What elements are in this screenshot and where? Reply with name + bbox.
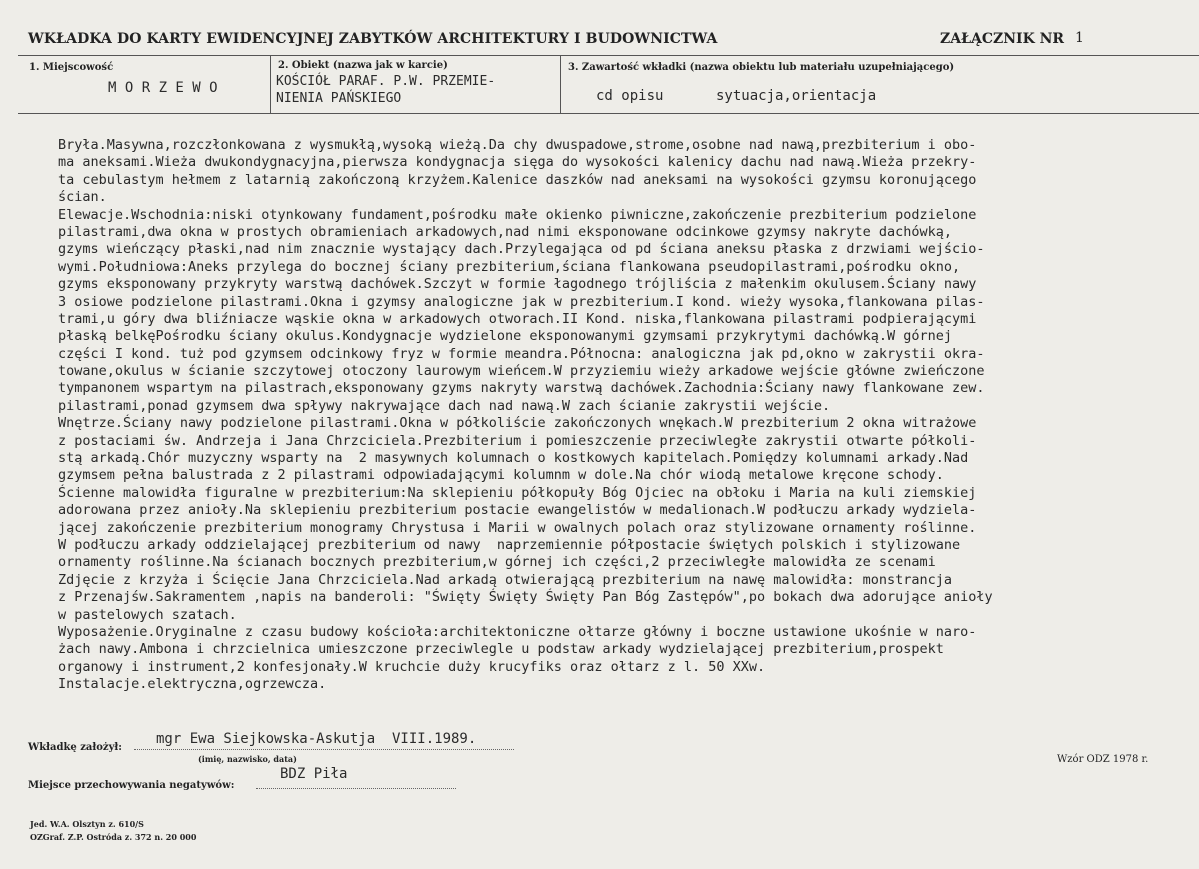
storage-value: BDZ Piła xyxy=(280,766,348,782)
field-object-value-line2: NIENIA PAŃSKIEGO xyxy=(276,91,402,106)
form-title: WKŁADKA DO KARTY EWIDENCYJNEJ ZABYTKÓW ARCHITEKTURY I BUDOWNICTWA xyxy=(28,31,718,47)
body-line: tympanonem wspartym na pilastrach,eksponowany gzyms nakryty warstwą dachówek.Zachodnia:Ściany nawy flankowane zew. xyxy=(58,380,985,397)
body-line: gzyms wieńczący płaski,nad nim znacznie wystający dach.Przylegająca od pd ściana aneksu płaska z drzwiami wejścio- xyxy=(58,241,985,258)
print-info-line2: OZGraf. Z.P. Ostróda z. 372 n. 20 000 xyxy=(30,832,197,842)
author-dotted-line xyxy=(134,749,514,750)
field-locality-label: 1. Miejscowość xyxy=(29,62,114,73)
field-contents-label: 3. Zawartość wkładki (nazwa obiektu lub materiału uzupełniającego) xyxy=(568,62,955,73)
field-object-label: 2. Obiekt (nazwa jak w karcie) xyxy=(278,60,448,71)
body-line: Ścienne malowidła figuralne w prezbiterium:Na sklepieniu półkopuły Bóg Ojciec na obłoku i Maria na kuli ziemskiej xyxy=(58,484,977,501)
field-contents-value-b: sytuacja,orientacja xyxy=(716,88,877,104)
body-line: ta cebulastym hełmem z latarnią zakończoną krzyżem.Kalenice daszków nad aneksami na wysokości gzymsu koronującego xyxy=(58,171,977,188)
description-body xyxy=(58,137,993,694)
body-line: ornamenty roślinne.Na ścianach bocznych prezbiterium,w górnej ich części,2 przeciwległe malowidła ze scenami xyxy=(58,554,936,571)
body-line: z postaciami św. Andrzeja i Jana Chrzciciela.Prezbiterium i pomieszczenie przeciwległe zakrystii otwarte półkoli- xyxy=(58,432,977,449)
body-line: Elewacje.Wschodnia:niski otynkowany fundament,pośrodku małe okienko piwniczne,zakończenie prezbiterium podzielone xyxy=(58,206,977,223)
body-line: ma aneksami.Wieża dwukondygnacyjna,pierwsza kondygnacja sięga do wysokości kalenicy dachu nad nawą.Wieża przekry- xyxy=(58,154,977,171)
field-object-value-line1: KOŚCIÓŁ PARAF. P.W. PRZEMIE- xyxy=(276,74,496,89)
body-line: płaską belkęPośrodku ściany okulus.Kondygnacje wydzielone eksponowanymi gzymsami przykrytymi dachówką.W górnej xyxy=(58,328,953,345)
body-line: wymi.Południowa:Aneks przylega do bocznej ściany prezbiterium,ściana flankowana pseudopilastrami,pośrodku okno, xyxy=(58,258,961,275)
field-locality-value: M O R Z E W O xyxy=(108,80,218,96)
body-line: pilastrami,dwa okna w prostych obramieniach arkadowych,nad nimi eksponowane odcinkowe gzymsy nakryte dachówką, xyxy=(58,223,953,240)
body-line: adorowana przez anioły.Na sklepieniu prezbiterium postacie ewangelistów w medalionach.W podłuczu arkady wydziela- xyxy=(58,502,977,519)
body-line: trami,u góry dwa bliźniacze wąskie okna w arkadowych otworach.II Kond. niska,flankowana pilastrami podpierającymi xyxy=(58,310,977,327)
author-sub-label: (imię, nazwisko, data) xyxy=(198,754,297,764)
form-model-label: Wzór ODZ 1978 r. xyxy=(1057,754,1149,765)
print-info-line1: Jed. W.A. Olsztyn z. 610/S xyxy=(30,819,144,829)
author-label: Wkładkę założył: xyxy=(28,742,122,753)
storage-label: Miejsce przechowywania negatywów: xyxy=(28,780,235,791)
body-line: W podłuczu arkady oddzielającej prezbiterium od nawy naprzemiennie półpostacie świętych polskich i stylizowane xyxy=(58,536,961,553)
body-line: pilastrami,ponad gzymsem dwa spływy nakrywające dach nad nawą.W zach ścianie zakrystii wejście. xyxy=(58,397,831,414)
divider-fields-bottom xyxy=(18,113,1199,114)
divider-col1 xyxy=(270,55,271,113)
divider-col2 xyxy=(560,55,561,113)
body-line: Wyposażenie.Oryginalne z czasu budowy kościoła:architektoniczne ołtarze główny i boczne ustawione ukośnie w naro- xyxy=(58,623,977,640)
body-line: w pastelowych szatach. xyxy=(58,606,237,623)
body-line: towane,okulus w ścianie szczytowej otoczony laurowym wieńcem.W przyziemiu wieży arkadowe wejście główne zwieńczone xyxy=(58,363,985,380)
divider-top xyxy=(18,55,1199,56)
body-line: Instalacje.elektryczna,ogrzewcza. xyxy=(58,676,327,693)
body-line: Zdjęcie z krzyża i Ścięcie Jana Chrzciciela.Nad arkadą otwierającą prezbiterium na nawę malowidła: monstrancja xyxy=(58,571,953,588)
body-line: Wnętrze.Ściany nawy podzielone pilastrami.Okna w półkoliście zakończonych wnękach.W prezbiterium 2 okna witrażowe xyxy=(58,415,977,432)
body-line: 3 osiowe podzielone pilastrami.Okna i gzymsy analogiczne jak w prezbiterium.I kond. wieży wysoka,flankowana pilas- xyxy=(58,293,985,310)
attachment-number: 1 xyxy=(1075,30,1084,46)
body-line: ścian. xyxy=(58,189,107,206)
storage-dotted-line xyxy=(256,788,456,789)
body-line: organowy i instrument,2 konfesjonały.W kruchcie duży krucyfiks oraz ołtarz z l. 50 XXw. xyxy=(58,658,766,675)
attachment-label: ZAŁĄCZNIK NR xyxy=(940,31,1065,47)
field-contents-value-a: cd opisu xyxy=(596,88,664,104)
body-line: z Przenajśw.Sakramentem ,napis na banderoli: "Święty Święty Święty Pan Bóg Zastępów",po bokach dwa adorujące anioły xyxy=(58,589,993,606)
body-line: gzymsem pełna balustrada z 2 pilastrami odpowiadającymi kolumnm w dole.Na chór wiodą metalowe kręcone schody. xyxy=(58,467,944,484)
body-line: gzyms eksponowany przykryty warstwą dachówek.Szczyt w formie łagodnego trójliścia z małenkim okulusem.Ściany nawy xyxy=(58,276,977,293)
body-line: części I kond. tuż pod gzymsem odcinkowy fryz w formie meandra.Północna: analogiczna jak pd,okno w zakrystii okra- xyxy=(58,345,985,362)
body-line: jącej zakończenie prezbiterium monogramy Chrystusa i Marii w owalnych polach oraz stylizowane ornamenty roślinne. xyxy=(58,519,977,536)
author-value: mgr Ewa Siejkowska-Askutja VIII.1989. xyxy=(156,731,477,747)
body-line: stą arkadą.Chór muzyczny wsparty na 2 masywnych kolumnach o kostkowych kapitelach.Pomiędzy kolumnami arkady.Nad xyxy=(58,450,969,467)
body-line: Bryła.Masywna,rozczłonkowana z wysmukłą,wysoką wieżą.Da chy dwuspadowe,strome,osobne nad nawą,prezbiterium i obo- xyxy=(58,137,977,153)
body-line: żach nawy.Ambona i chrzcielnica umieszczone przeciwlegle u podstaw arkady wydzielającej prezbiterium,prospekt xyxy=(58,641,944,658)
